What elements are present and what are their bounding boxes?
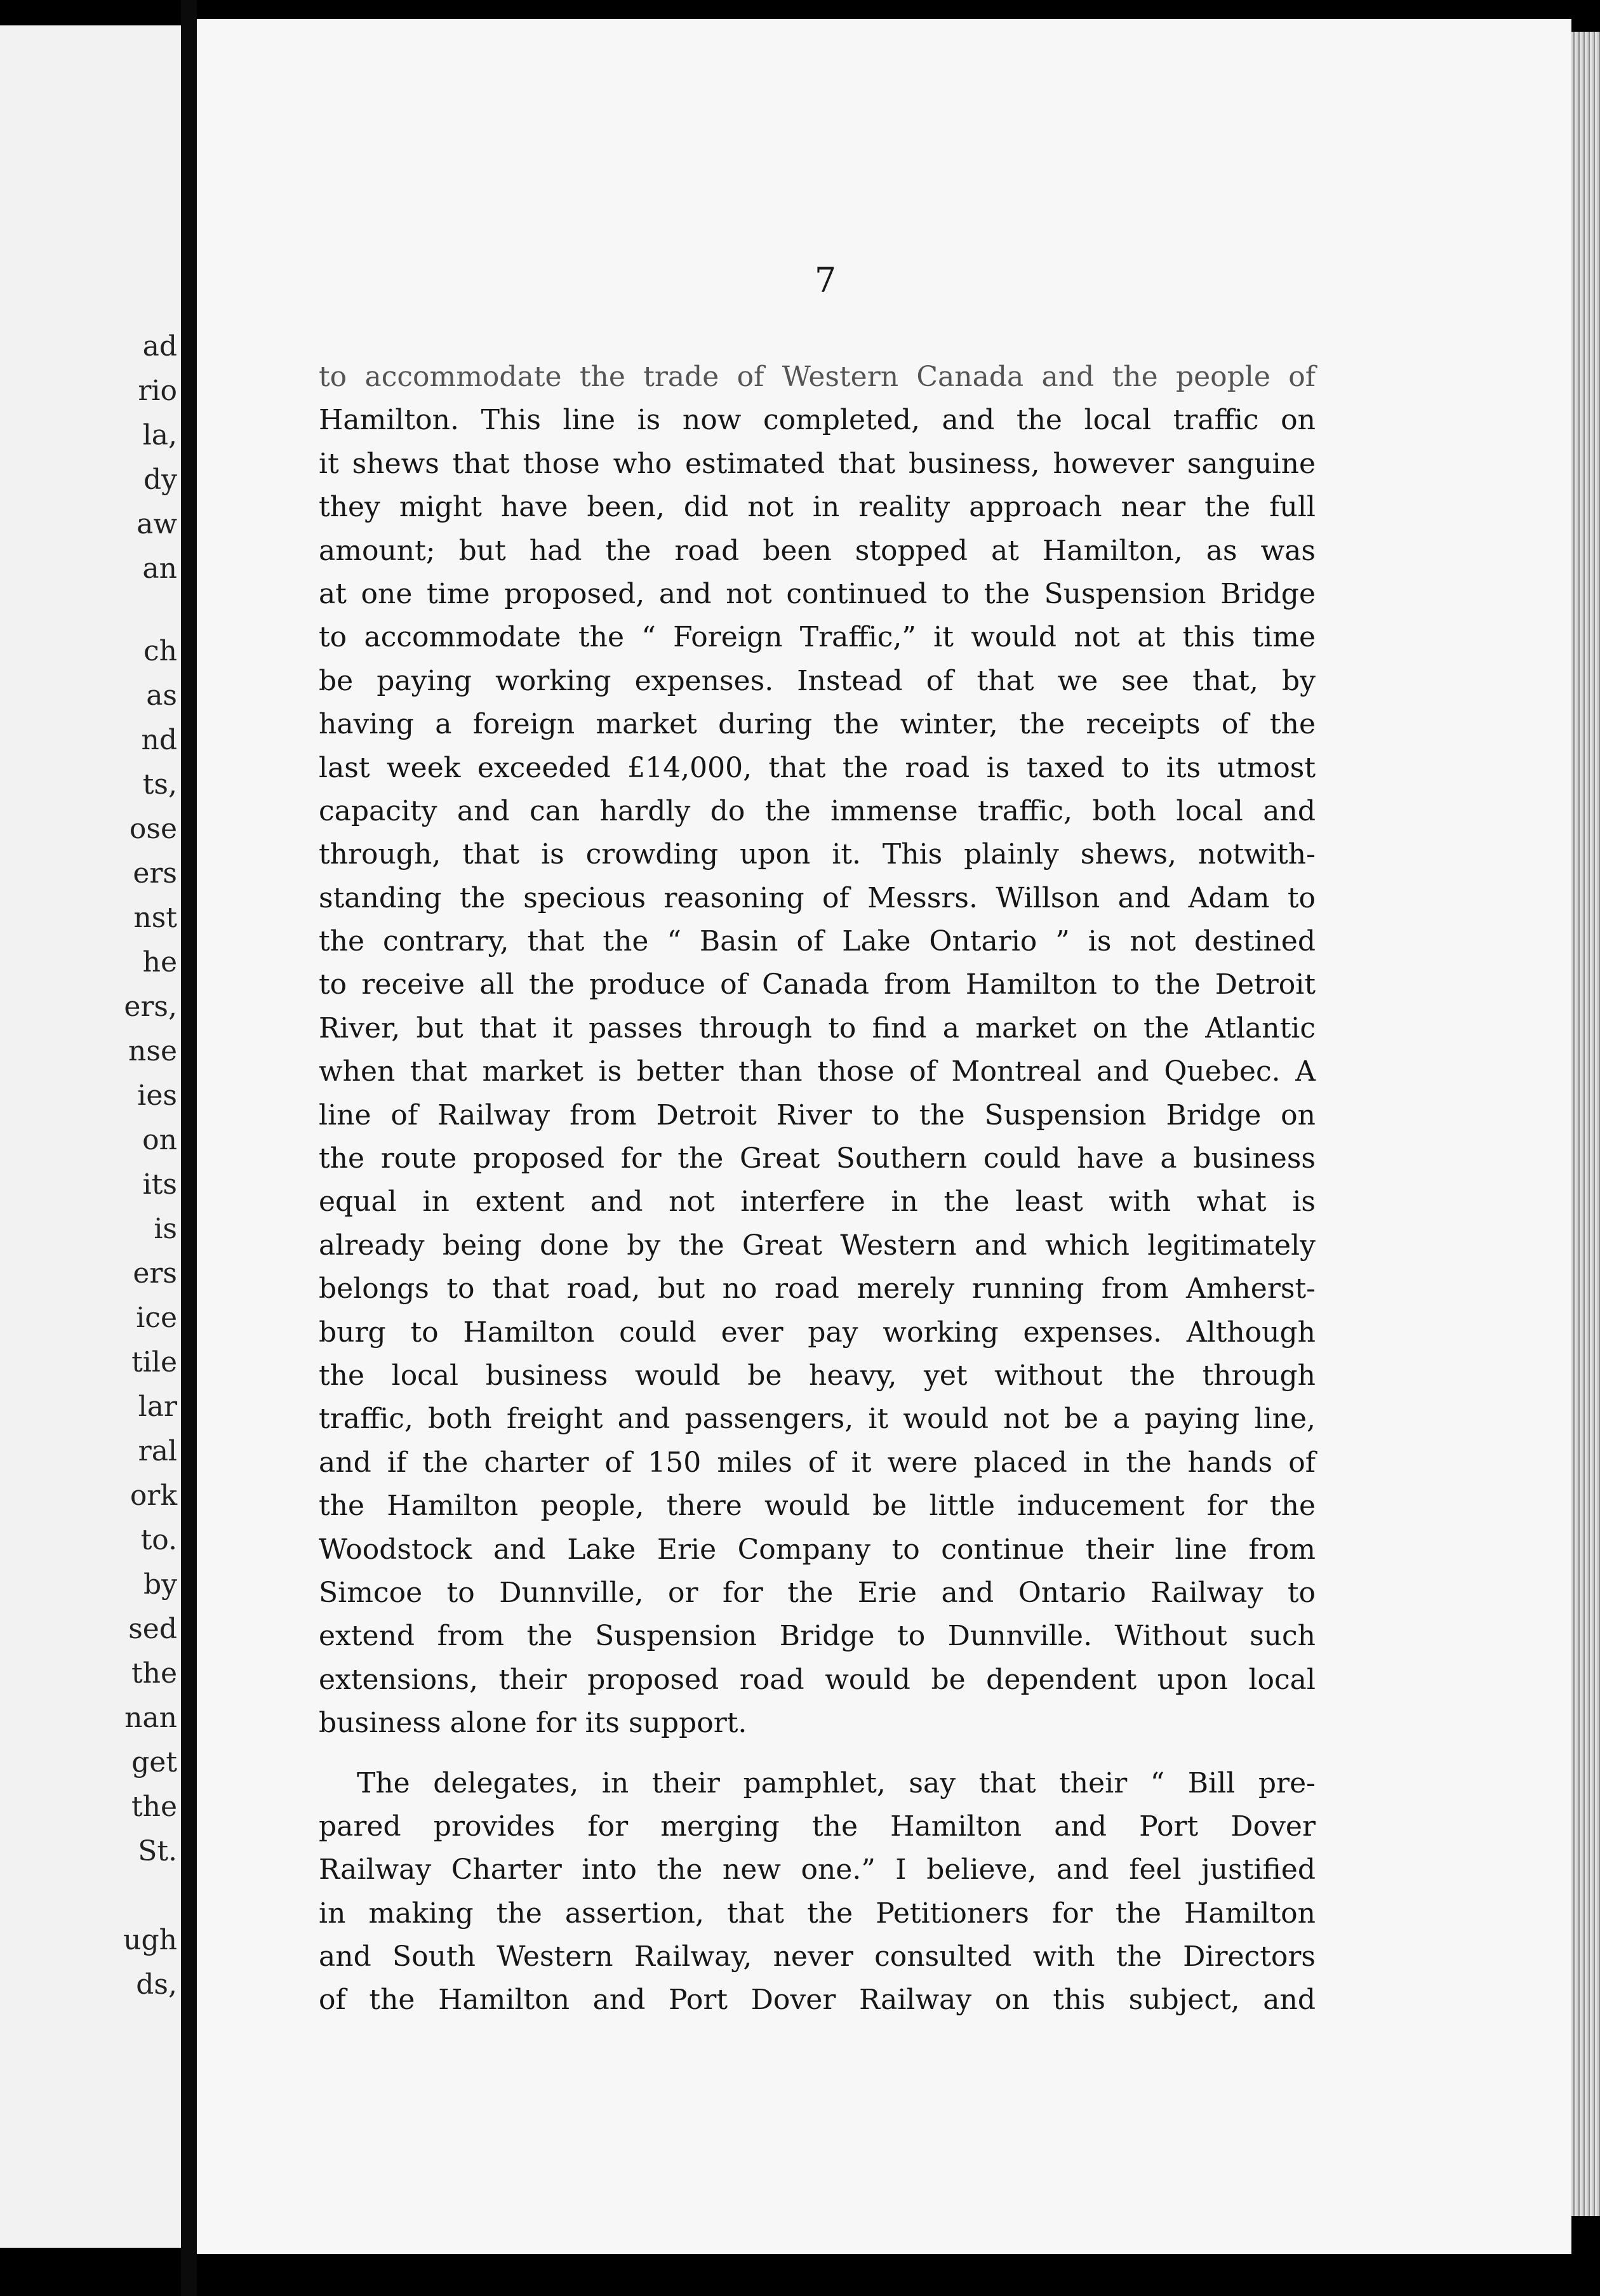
text-line: it shews that those who estimated that business, however sanguine [319,447,1316,480]
left-page-edge [0,25,181,2248]
left-fragment: dy [143,464,177,496]
text-line: to accommodate the trade of Western Canada and the people of [319,361,1316,393]
left-fragment: the [131,1657,177,1690]
text-line: equal in extent and not interfere in the least with what is [319,1185,1316,1218]
text-line: Woodstock and Lake Erie Company to continue their line from [319,1533,1316,1566]
left-fragment: its [142,1168,177,1201]
paragraph-start-line: The delegates, in their pamphlet, say that their “ Bill pre- [357,1766,1316,1799]
left-fragment: rio [138,375,177,407]
left-fragment: la, [142,419,177,451]
left-fragment: nst [133,902,177,934]
text-line: of the Hamilton and Port Dover Railway on this subject, and [319,1984,1316,2017]
left-fragment: the [131,1791,177,1823]
text-line: to accommodate the “ Foreign Traffic,” it would not at this time [319,621,1316,654]
text-line: having a foreign market during the winter, the receipts of the [319,708,1316,741]
text-line: and South Western Railway, never consulted with the Directors [319,1940,1316,1973]
left-fragment: an [142,552,177,585]
left-fragment: ugh [123,1924,177,1956]
text-line: they might have been, did not in reality approach near the full [319,491,1316,524]
left-fragment: nd [141,724,177,756]
text-line: last week exceeded £14,000, that the road is taxed to its utmost [319,751,1316,784]
left-fragment: nan [124,1702,177,1734]
left-fragment: ds, [136,1968,177,2001]
text-line: to receive all the produce of Canada from Hamilton to the Detroit [319,968,1316,1001]
paragraph-end-line: business alone for its support. [319,1707,747,1740]
left-fragment: ch [143,635,177,667]
left-fragment: is [154,1213,177,1245]
text-line: already being done by the Great Western and which legitimately [319,1229,1316,1262]
left-fragment: get [131,1746,177,1779]
text-line: belongs to that road, but no road merely running from Amherst- [319,1272,1316,1305]
text-line: capacity and can hardly do the immense traffic, both local and [319,794,1316,827]
text-line: Simcoe to Dunnville, or for the Erie and Ontario Railway to [319,1576,1316,1609]
text-line: extensions, their proposed road would be dependent upon local [319,1663,1316,1696]
text-line: when that market is better than those of Montreal and Quebec. A [319,1055,1316,1088]
left-fragment: to. [140,1524,177,1556]
body-text [319,356,1316,2022]
text-line: at one time proposed, and not continued to the Suspension Bridge [319,577,1316,610]
left-fragment: ies [137,1079,177,1112]
left-fragment: tile [131,1346,177,1378]
left-fragment: ose [129,813,177,845]
left-fragment: ers [133,857,177,890]
text-line: Railway Charter into the new one.” I believe, and feel justified [319,1853,1316,1886]
left-fragment: by [143,1568,177,1601]
left-fragment: aw [137,508,177,540]
text-line: standing the specious reasoning of Messrs. Willson and Adam to [319,881,1316,914]
left-fragment: ers [133,1257,177,1290]
left-fragment: as [146,679,177,712]
text-line: through, that is crowding upon it. This plainly shews, notwith- [319,838,1316,871]
text-line: line of Railway from Detroit River to the Suspension Bridge on [319,1098,1316,1131]
left-fragment: St. [138,1835,177,1867]
page-number: 7 [814,260,837,300]
left-fragment: ad [142,330,177,363]
text-line: in making the assertion, that the Petitioners for the Hamilton [319,1897,1316,1930]
text-line: River, but that it passes through to find a market on the Atlantic [319,1011,1316,1045]
page-edges [1571,32,1600,2216]
left-fragment: ork [130,1479,177,1512]
left-fragment: he [142,946,177,978]
text-line: the route proposed for the Great Southern could have a business [319,1142,1316,1175]
text-line: and if the charter of 150 miles of it were placed in the hands of [319,1446,1316,1479]
left-fragment: ral [138,1435,177,1467]
text-line: be paying working expenses. Instead of that we see that, by [319,664,1316,697]
text-line: the Hamilton people, there would be little inducement for the [319,1490,1316,1523]
book-gutter [181,0,197,2296]
left-fragment: nse [128,1035,177,1067]
text-line: Hamilton. This line is now completed, and the local traffic on [319,404,1316,437]
text-line: traffic, both freight and passengers, it would not be a paying line, [319,1403,1316,1436]
left-fragment: ts, [142,768,177,801]
left-fragment: on [142,1124,177,1156]
left-fragment: lar [138,1391,177,1423]
text-line: the contrary, that the “ Basin of Lake Ontario ” is not destined [319,925,1316,958]
text-line: pared provides for merging the Hamilton and Port Dover [319,1810,1316,1843]
left-fragment: ice [136,1302,177,1334]
left-fragment: ers, [124,991,177,1023]
text-line: extend from the Suspension Bridge to Dunnville. Without such [319,1620,1316,1653]
text-line: amount; but had the road been stopped at Hamilton, as was [319,534,1316,567]
left-fragment: sed [128,1613,177,1645]
text-line: the local business would be heavy, yet without the through [319,1359,1316,1392]
text-line: burg to Hamilton could ever pay working expenses. Although [319,1316,1316,1349]
